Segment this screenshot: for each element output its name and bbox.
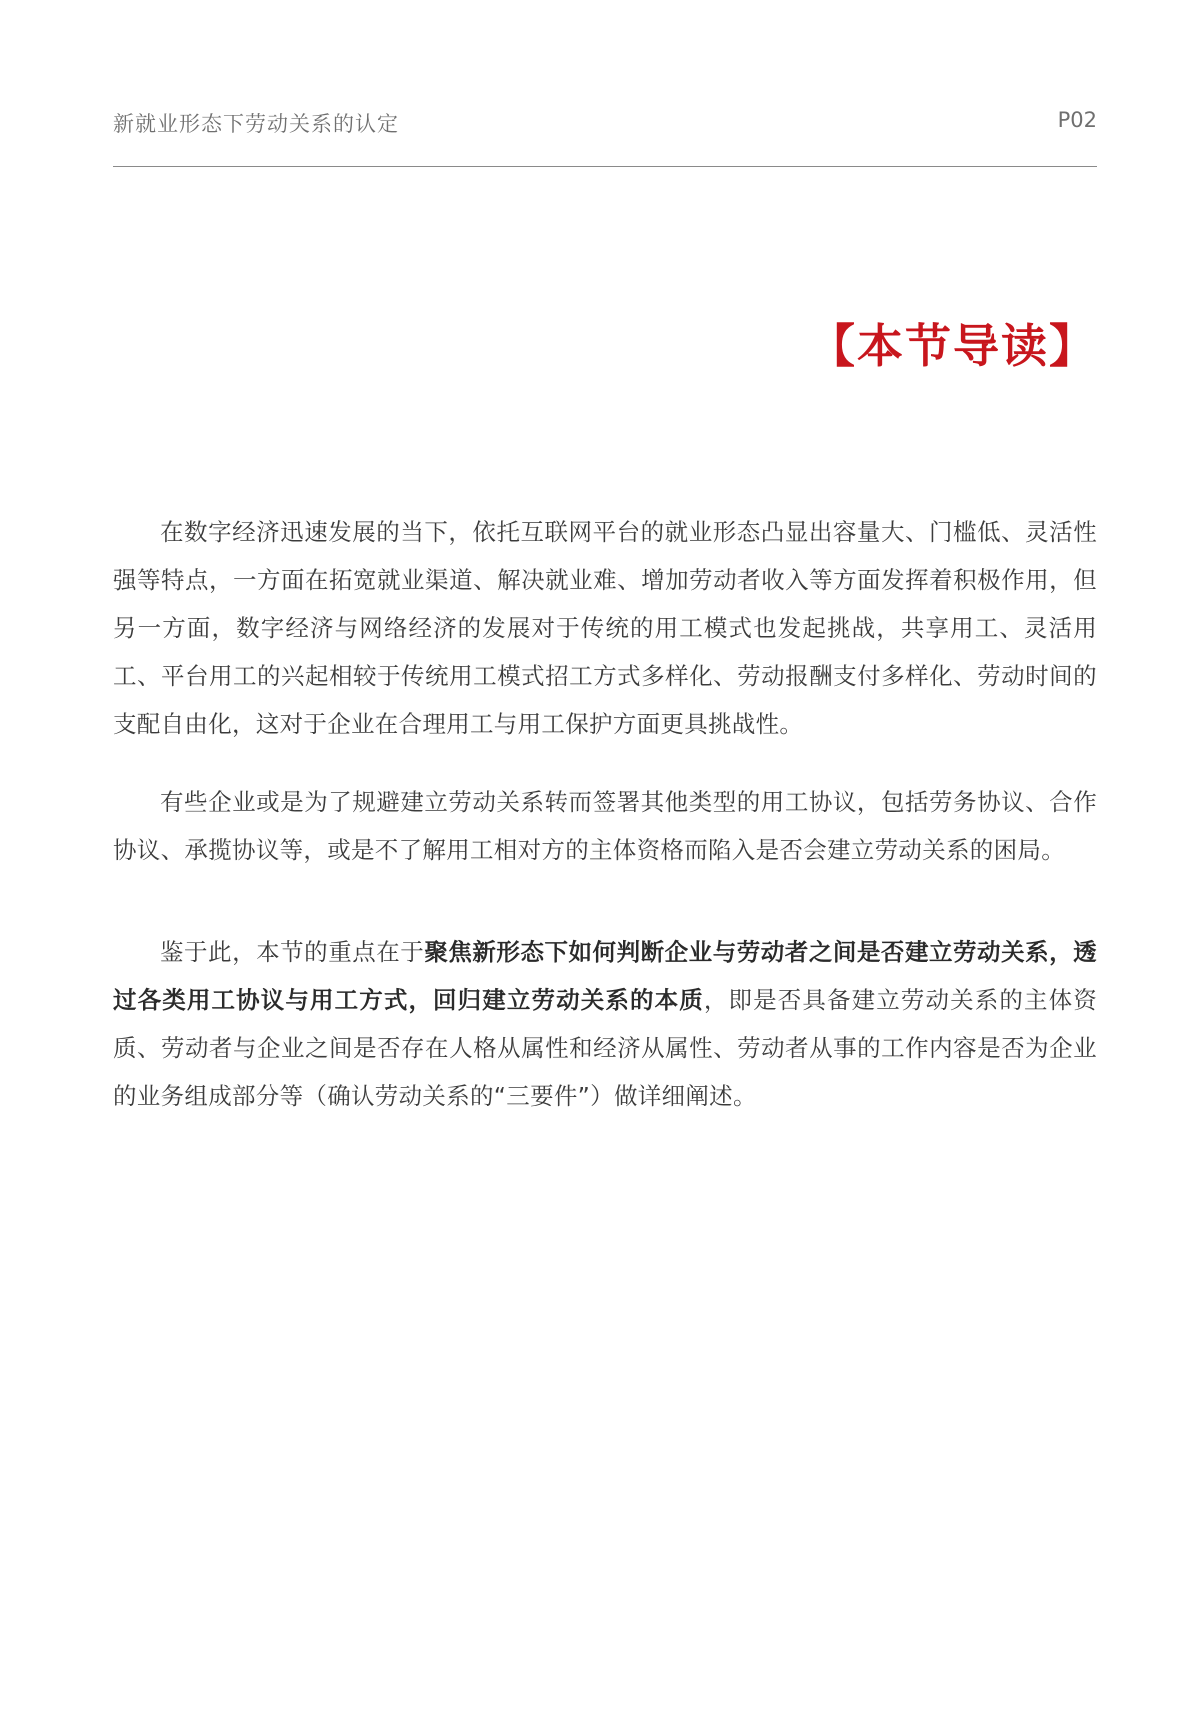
header-divider (113, 166, 1097, 167)
paragraph-3-intro: 鉴于此，本节的重点在于 (160, 938, 425, 966)
page-header (113, 108, 1097, 142)
paragraph-3-emphasis: 聚焦新形态下如何判断企业与劳动者之间是否建立劳动关系，透过各类用工协议与用工方式，回归建立劳动关系的本质 (113, 938, 1097, 1014)
paragraph-1: 在数字经济迅速发展的当下，依托互联网平台的就业形态凸显出容量大、门槛低、灵活性强等特点，一方面在拓宽就业渠道、解决就业难、增加劳动者收入等方面发挥着积极作用，但另一方面，数字经济与网络经济的发展对于传统的用工模式也发起挑战，共享用工、灵活用工、平台用工的兴起相较于传统用工模式招工方式多样化、劳动报酬支付多样化、劳动时间的支配自由化，这对于企业在合理用工与用工保护方面更具挑战性。 (113, 518, 1097, 738)
paragraph-3 (113, 928, 1097, 1120)
body-text (113, 508, 1097, 1120)
page-number: P02 (1057, 108, 1097, 132)
header-title: 新就业形态下劳动关系的认定 (113, 112, 399, 136)
paragraph-3-rest: ，即是否具备建立劳动关系的主体资质、劳动者与企业之间是否存在人格从属性和经济从属性、劳动者从事的工作内容是否为企业的业务组成部分等（确认劳动关系的“三要件”）做详细阐述。 (113, 986, 1097, 1110)
paragraph-2: 有些企业或是为了规避建立劳动关系转而签署其他类型的用工协议，包括劳务协议、合作协议、承揽协议等，或是不了解用工相对方的主体资格而陷入是否会建立劳动关系的困局。 (113, 788, 1097, 864)
section-title: 【本节导读】 (809, 319, 1097, 373)
